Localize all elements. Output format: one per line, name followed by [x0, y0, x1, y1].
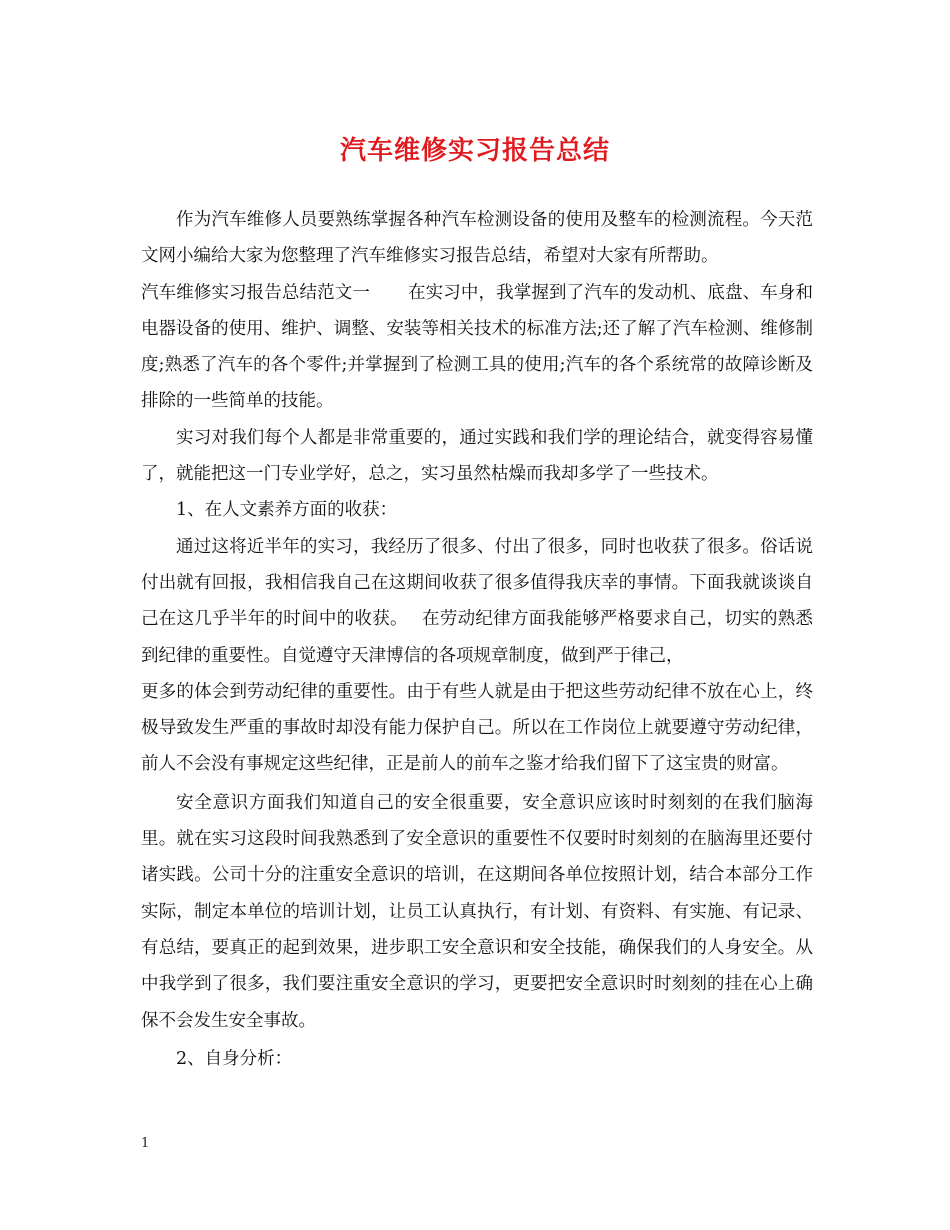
document-title: 汽车维修实习报告总结 [339, 136, 610, 166]
paragraph-3 [141, 529, 813, 674]
intro-paragraph: 作为汽车维修人员要熟练掌握各种汽车检测设备的使用及整车的检测流程。今天范文网小编给大家为您整理了汽车维修实习报告总结，希望对大家有所帮助。 [141, 210, 813, 267]
paragraph-4: 安全意识方面我们知道自己的安全很重要，安全意识应该时时刻刻的在我们脑海里。就在实习这段时间我熟悉到了安全意识的重要性不仅要时时刻刻的在脑海里还要付诸实践。公司十分的注重安全意识的培训，在这期间各单位按照计划，结合本部分工作实际，制定本单位的培训计划，让员工认真执行，有计划、有资料、有实施、有记录、有总结，要真正的起到效果，进步职工安全意识和安全技能，确保我们的人身安全。从中我学到了很多，我们要注重安全意识的学习，更要把安全意识时时刻刻的挂在心上确保不会发生安全事故。 [141, 792, 813, 1031]
document-body [141, 202, 813, 1077]
sample-paragraph [141, 275, 813, 420]
paragraph-3c: 更多的体会到劳动纪律的重要性。由于有些人就是由于把这些劳动纪律不放在心上，终极导致发生严重的事故时却没有能力保护自己。所以在工作岗位上就要遵守劳动纪律，前人不会没有事规定这些纪律，正是前人的前车之鉴才给我们留下了这宝贵的财富。 [141, 681, 813, 775]
sample-heading: 汽车维修实习报告总结范文一 [141, 282, 370, 303]
paragraph-1: 在实习中，我掌握到了汽车的发动机、底盘、车身和电器设备的使用、维护、调整、安装等相关技术的标准方法;还了解了汽车检测、维修制度;熟悉了汽车的各个零件;并掌握到了检测工具的使用;汽车的各个系统常的故障诊断及排除的一些简单的技能。 [141, 282, 814, 412]
section-1-heading: 1、在人文素养方面的收获： [176, 500, 398, 521]
page-number: 1 [141, 1136, 150, 1151]
paragraph-3a: 通过这将近半年的实习，我经历了很多、付出了很多，同时也收获了很多。俗话说付出就有回报，我相信我自己在这期间收获了很多值得我庆幸的事情。下面我就谈谈自己在这几乎半年的时间中的收获。 [141, 536, 813, 630]
section-2-heading: 2、自身分析： [176, 1048, 293, 1069]
paragraph-3b: 在劳动纪律方面我能够严格要求自己，切实的熟悉到纪律的重要性。自觉遵守天津博信的各项规章制度，做到严于律己， [141, 609, 814, 666]
paragraph-2: 实习对我们每个人都是非常重要的，通过实践和我们学的理论结合，就变得容易懂了，就能把这一门专业学好，总之，实习虽然枯燥而我却多学了一些技术。 [141, 427, 813, 485]
